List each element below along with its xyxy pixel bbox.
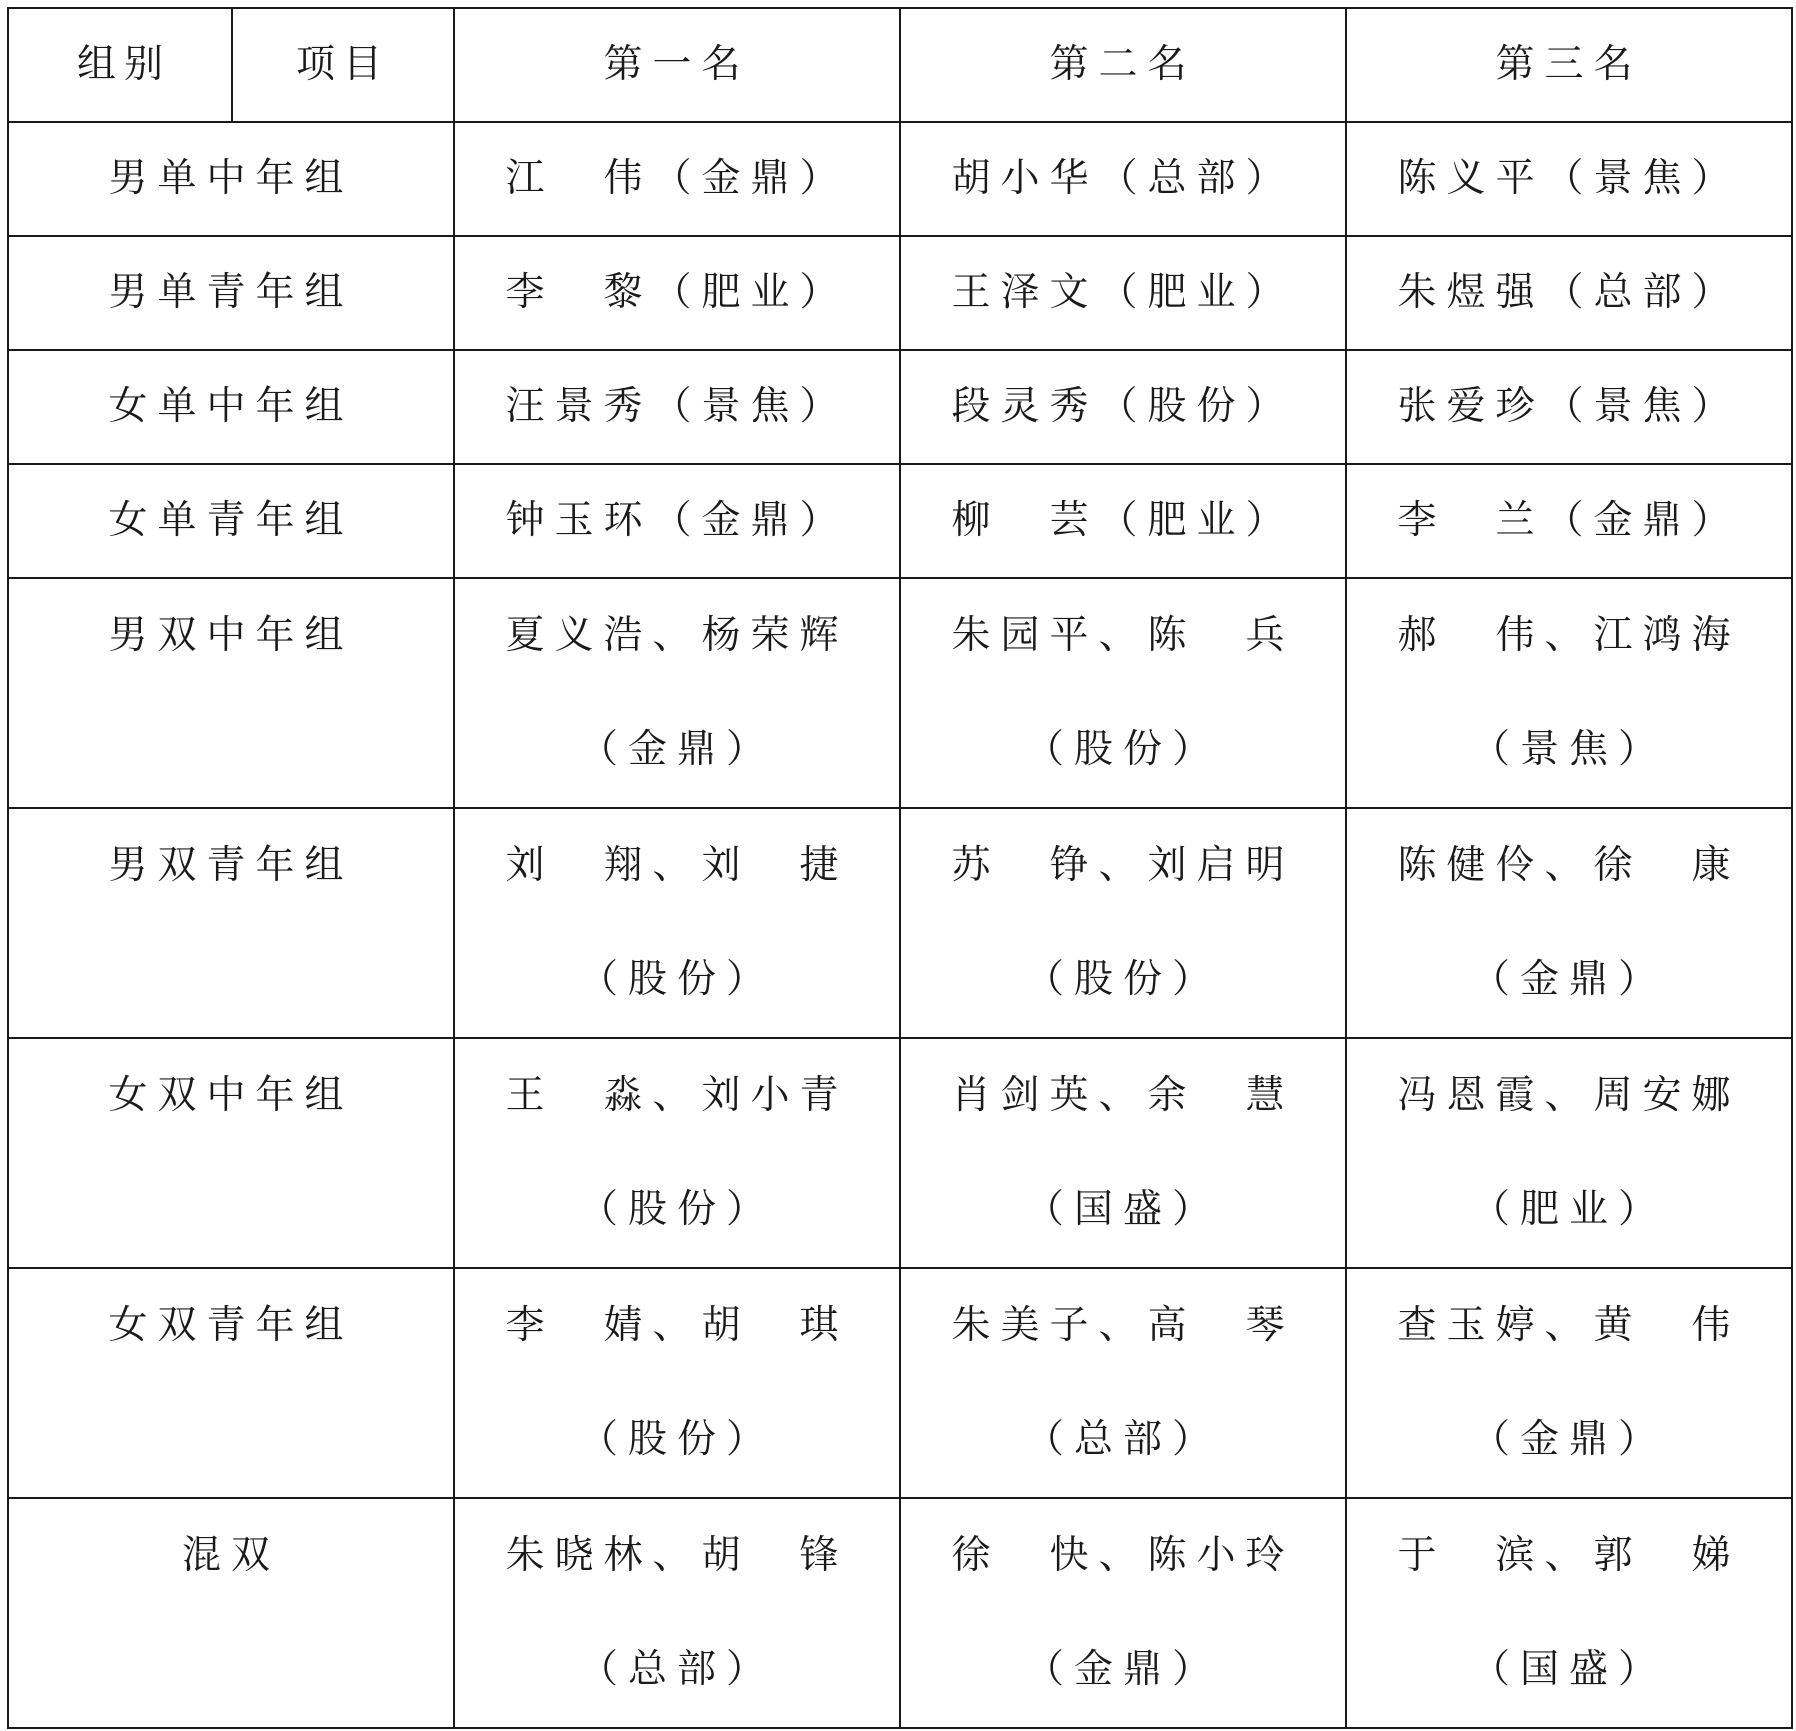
table-row: [8, 1038, 1792, 1268]
table-row: [8, 578, 1792, 808]
table-row: [8, 808, 1792, 1038]
second-place-cell: 王泽文（肥业）: [900, 236, 1346, 350]
unit-name: （金鼎）: [578, 727, 775, 772]
category-cell: 男单中年组: [8, 122, 454, 236]
table-row: [8, 1498, 1792, 1728]
player-names: 王 淼、刘小青: [505, 1073, 849, 1118]
third-place-cell: [1346, 808, 1792, 1038]
table-row: [8, 122, 1792, 236]
unit-name: （总部）: [578, 1647, 775, 1692]
first-place-cell: 汪景秀（景焦）: [454, 350, 900, 464]
second-place-cell: 柳 芸（肥业）: [900, 464, 1346, 578]
player-names: 朱晓林、胡 锋: [505, 1533, 849, 1578]
player-names: 苏 铮、刘启明: [951, 843, 1295, 888]
third-place-cell: [1346, 1038, 1792, 1268]
second-place-cell: 胡小华（总部）: [900, 122, 1346, 236]
player-names: 查玉婷、黄 伟: [1397, 1303, 1741, 1348]
unit-name: （股份）: [578, 1417, 775, 1462]
unit-name: （国盛）: [1024, 1187, 1221, 1232]
player-names: 朱美子、高 琴: [951, 1303, 1295, 1348]
unit-name: （肥业）: [1470, 1187, 1667, 1232]
second-place-cell: [900, 1038, 1346, 1268]
results-table: [7, 7, 1793, 1729]
player-names: 刘 翔、刘 捷: [505, 843, 849, 888]
third-place-cell: 陈义平（景焦）: [1346, 122, 1792, 236]
third-place-cell: [1346, 1498, 1792, 1728]
header-row: [8, 8, 1792, 122]
unit-name: （股份）: [1024, 957, 1221, 1002]
unit-name: （金鼎）: [1024, 1647, 1221, 1692]
first-place-cell: [454, 578, 900, 808]
unit-name: （景焦）: [1470, 727, 1667, 772]
third-place-cell: 张爱珍（景焦）: [1346, 350, 1792, 464]
table-row: [8, 350, 1792, 464]
first-place-cell: 江 伟（金鼎）: [454, 122, 900, 236]
third-place-cell: 朱煜强（总部）: [1346, 236, 1792, 350]
player-names: 陈健伶、徐 康: [1397, 843, 1741, 888]
player-names: 朱园平、陈 兵: [951, 613, 1295, 658]
category-cell: 女双青年组: [8, 1268, 454, 1498]
second-place-cell: [900, 578, 1346, 808]
first-place-cell: [454, 1268, 900, 1498]
player-names: 徐 快、陈小玲: [951, 1533, 1295, 1578]
table-row: [8, 464, 1792, 578]
header-first-place: 第一名: [454, 8, 900, 122]
second-place-cell: 段灵秀（股份）: [900, 350, 1346, 464]
player-names: 郝 伟、江鸿海: [1397, 613, 1741, 658]
unit-name: （金鼎）: [1470, 957, 1667, 1002]
unit-name: （股份）: [578, 957, 775, 1002]
player-names: 肖剑英、余 慧: [951, 1073, 1295, 1118]
player-names: 于 滨、郭 娣: [1397, 1533, 1741, 1578]
category-cell: 男单青年组: [8, 236, 454, 350]
table-row: [8, 236, 1792, 350]
category-cell: 混双: [8, 1498, 454, 1728]
category-cell: 男双中年组: [8, 578, 454, 808]
third-place-cell: 李 兰（金鼎）: [1346, 464, 1792, 578]
header-group: 组别: [8, 8, 232, 122]
first-place-cell: 钟玉环（金鼎）: [454, 464, 900, 578]
header-item: 项目: [232, 8, 454, 122]
unit-name: （股份）: [1024, 727, 1221, 772]
header-second-place: 第二名: [900, 8, 1346, 122]
first-place-cell: [454, 808, 900, 1038]
first-place-cell: [454, 1038, 900, 1268]
unit-name: （总部）: [1024, 1417, 1221, 1462]
category-cell: 女单青年组: [8, 464, 454, 578]
unit-name: （国盛）: [1470, 1647, 1667, 1692]
category-cell: 女双中年组: [8, 1038, 454, 1268]
player-names: 李 婧、胡 琪: [505, 1303, 849, 1348]
category-cell: 男双青年组: [8, 808, 454, 1038]
table-row: [8, 1268, 1792, 1498]
player-names: 冯恩霞、周安娜: [1397, 1073, 1741, 1118]
second-place-cell: [900, 808, 1346, 1038]
player-names: 夏义浩、杨荣辉: [505, 613, 849, 658]
second-place-cell: [900, 1498, 1346, 1728]
third-place-cell: [1346, 578, 1792, 808]
third-place-cell: [1346, 1268, 1792, 1498]
unit-name: （股份）: [578, 1187, 775, 1232]
first-place-cell: [454, 1498, 900, 1728]
first-place-cell: 李 黎（肥业）: [454, 236, 900, 350]
category-cell: 女单中年组: [8, 350, 454, 464]
second-place-cell: [900, 1268, 1346, 1498]
unit-name: （金鼎）: [1470, 1417, 1667, 1462]
header-third-place: 第三名: [1346, 8, 1792, 122]
